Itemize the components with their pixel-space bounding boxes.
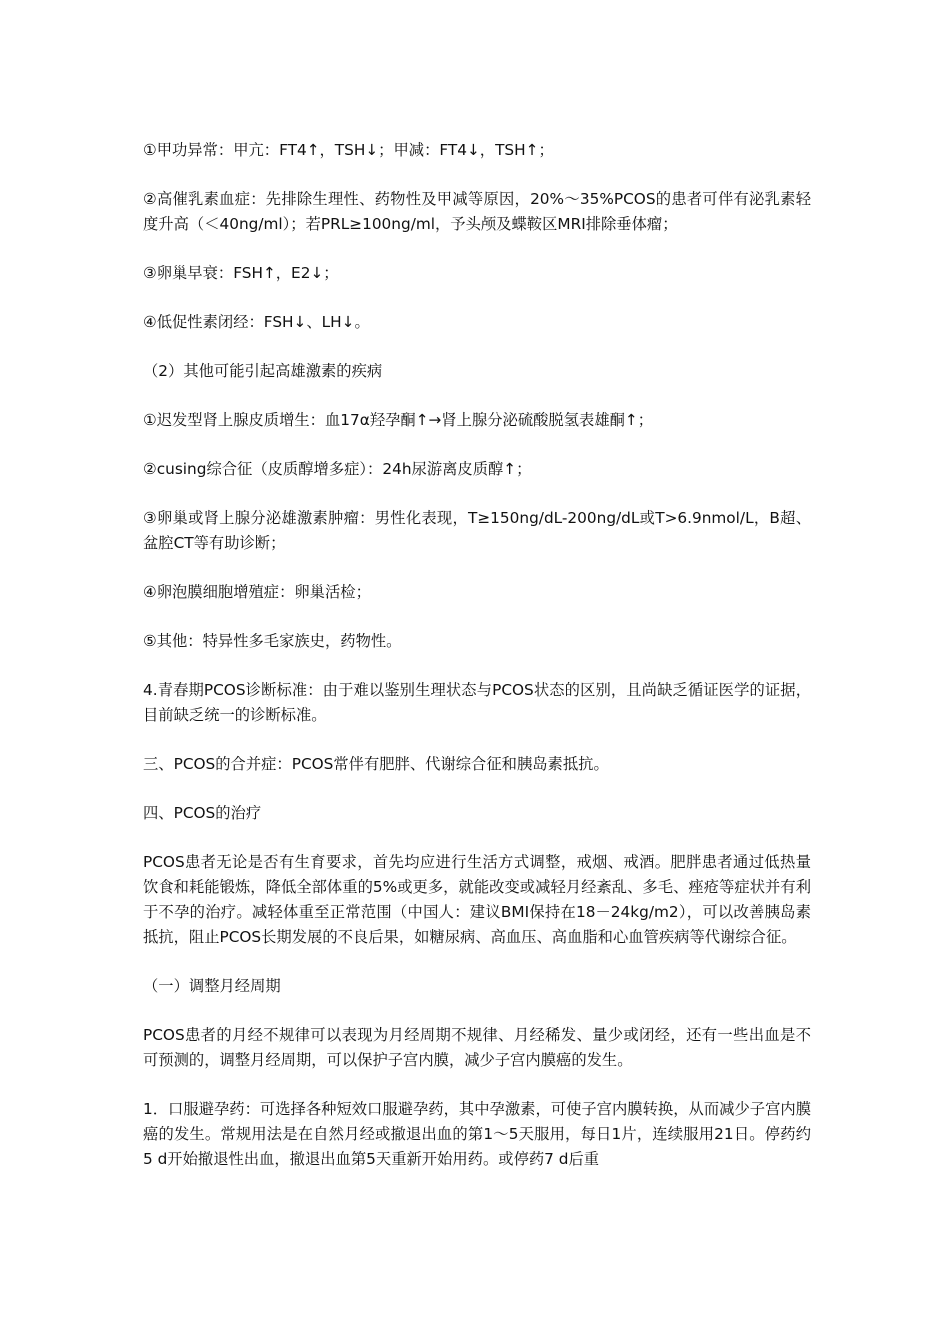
paragraph-hypogonadotropic-amenorrhea: ④低促性素闭经：FSH↓、LH↓。 (143, 313, 370, 331)
section-heading-other-hyperandrogen-diseases: （2）其他可能引起高雄激素的疾病 (143, 362, 383, 380)
paragraph-other-causes: ⑤其他：特异性多毛家族史，药物性。 (143, 632, 402, 650)
paragraph-adrenal-hyperplasia: ①迟发型肾上腺皮质增生：血17α羟孕酮↑→肾上腺分泌硫酸脱氢表雄酮↑； (143, 411, 654, 429)
section-heading-complications: 三、PCOS的合并症：PCOS常伴有肥胖、代谢综合征和胰岛素抵抗。 (143, 755, 609, 773)
paragraph-thyroid-abnormality: ①甲功异常：甲亢：FT4↑，TSH↓；甲减：FT4↓，TSH↑； (143, 141, 554, 159)
paragraph-hyperprolactinemia: ②高催乳素血症：先排除生理性、药物性及甲减等原因，20%～35%PCOS的患者可伴有泌乳素轻度升高（＜40ng/ml）；若PRL≥100ng/ml，予头颅及蝶鞍区MRI排除垂体瘤； (143, 190, 811, 233)
document-page (143, 138, 811, 1196)
section-heading-treatment: 四、PCOS的治疗 (143, 804, 262, 822)
paragraph-androgen-tumor: ③卵巢或肾上腺分泌雄激素肿瘤：男性化表现，T≥150ng/dL-200ng/dL或T>6.9nmol/L，B超、盆腔CT等有助诊断； (143, 509, 811, 552)
paragraph-cushing-syndrome: ②cusing综合征（皮质醇增多症）：24h尿游离皮质醇↑； (143, 460, 532, 478)
paragraph-hyperthecosis: ④卵泡膜细胞增殖症：卵巢活检； (143, 583, 371, 601)
paragraph-adolescent-diagnosis: 4.青春期PCOS诊断标准：由于难以鉴别生理状态与PCOS状态的区别，且尚缺乏循证医学的证据，目前缺乏统一的诊断标准。 (143, 681, 811, 724)
paragraph-lifestyle-adjustment: PCOS患者无论是否有生育要求，首先均应进行生活方式调整，戒烟、戒酒。肥胖患者通过低热量饮食和耗能锻炼，降低全部体重的5%或更多，就能改变或减轻月经紊乱、多毛、痤疮等症状并有利于不孕的治疗。减轻体重至正常范围（中国人：建议BMI保持在18－24kg/m2），可以改善胰岛素抵抗，阻止PCOS长期发展的不良后果，如糖尿病、高血压、高血脂和心血管疾病等代谢综合征。 (143, 853, 811, 946)
paragraph-menstrual-irregularity: PCOS患者的月经不规律可以表现为月经周期不规律、月经稀发、量少或闭经，还有一些出血是不可预测的，调整月经周期，可以保护子宫内膜，减少子宫内膜癌的发生。 (143, 1026, 811, 1069)
paragraph-oral-contraceptives: 1．口服避孕药：可选择各种短效口服避孕药，其中孕激素，可使子宫内膜转换，从而减少子宫内膜癌的发生。常规用法是在自然月经或撤退出血的第1～5天服用，每日1片，连续服用21日。停药约5 d开始撤退性出血，撤退出血第5天重新开始用药。或停药7 d后重 (143, 1100, 811, 1168)
paragraph-premature-ovarian-failure: ③卵巢早衰：FSH↑，E2↓； (143, 264, 339, 282)
subsection-heading-menstrual-cycle: （一）调整月经周期 (143, 977, 281, 995)
